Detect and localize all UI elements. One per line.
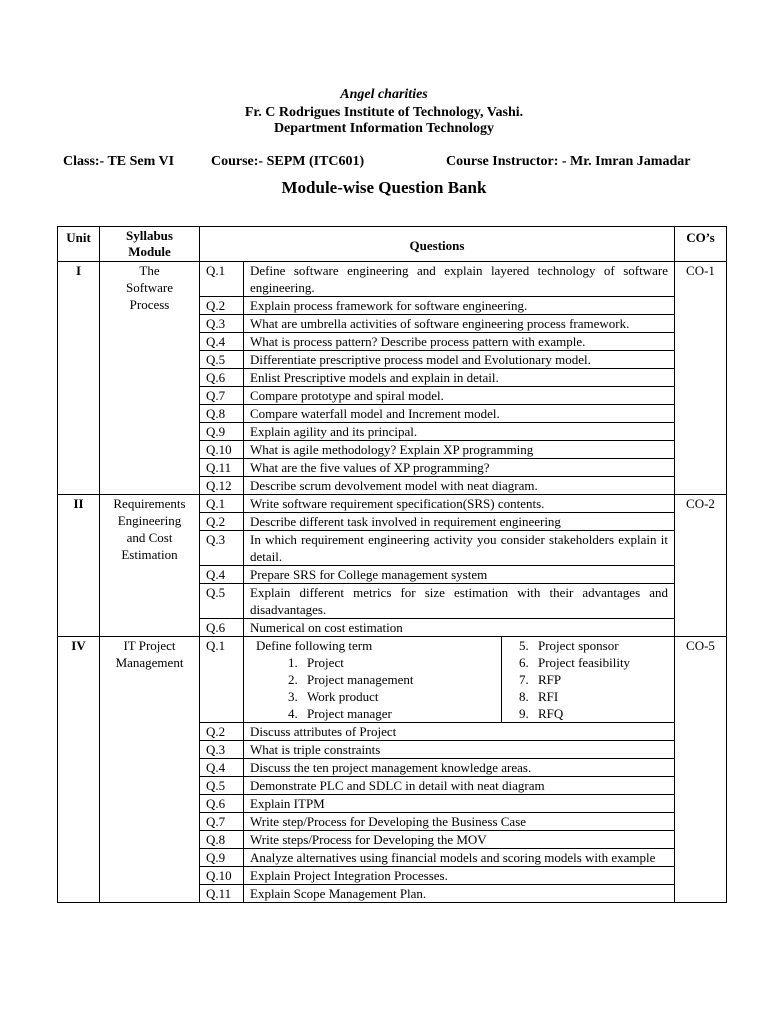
syllabus-module: Requirements Engineering and Cost Estimation: [100, 495, 200, 637]
question-number: Q.2: [200, 723, 244, 741]
question-number: Q.3: [200, 531, 244, 566]
question-text: Compare prototype and spiral model.: [244, 387, 675, 405]
questions-header: Questions: [200, 227, 675, 262]
question-number: Q.6: [200, 369, 244, 387]
question-text: In which requirement engineering activity you consider stakeholders explain it detail.: [244, 531, 675, 566]
term-item: 2. Project management: [301, 671, 495, 688]
question-text: What is triple constraints: [244, 741, 675, 759]
question-text: Explain ITPM: [244, 795, 675, 813]
cos-header: CO’s: [675, 227, 727, 262]
unit-header: Unit: [58, 227, 100, 262]
question-text: Write step/Process for Developing the Business Case: [244, 813, 675, 831]
question-number: Q.1: [200, 262, 244, 297]
question-number: Q.2: [200, 513, 244, 531]
question-number: Q.1: [200, 495, 244, 513]
question-text: Explain agility and its principal.: [244, 423, 675, 441]
question-number: Q.12: [200, 477, 244, 495]
organization-name: Angel charities: [340, 87, 428, 102]
unit-number: IV: [58, 637, 100, 903]
question-text: Explain Project Integration Processes.: [244, 867, 675, 885]
question-number: Q.9: [200, 849, 244, 867]
question-text: Define software engineering and explain layered technology of software engineering.: [244, 262, 675, 297]
question-number: Q.4: [200, 566, 244, 584]
question-text: Compare waterfall model and Increment model.: [244, 405, 675, 423]
question-text: Discuss the ten project management knowledge areas.: [244, 759, 675, 777]
term-item: 4. Project manager: [301, 705, 495, 722]
question-number: Q.4: [200, 333, 244, 351]
term-item: 9. RFQ: [532, 705, 668, 722]
question-text: Explain Scope Management Plan.: [244, 885, 675, 903]
question-number: Q.10: [200, 867, 244, 885]
question-number: Q.9: [200, 423, 244, 441]
question-number: Q.3: [200, 741, 244, 759]
question-text: What is agile methodology? Explain XP programming: [244, 441, 675, 459]
course-outcome: CO-1: [675, 262, 727, 495]
question-number: Q.6: [200, 795, 244, 813]
question-text: Differentiate prescriptive process model and Evolutionary model.: [244, 351, 675, 369]
question-text: Describe scrum devolvement model with neat diagram.: [244, 477, 675, 495]
unit-number: II: [58, 495, 100, 637]
question-number: Q.1: [200, 637, 244, 723]
term-item: 6. Project feasibility: [532, 654, 668, 671]
question-text: Enlist Prescriptive models and explain in detail.: [244, 369, 675, 387]
question-number: Q.5: [200, 777, 244, 795]
course-label: Course:- SEPM (ITC601): [211, 154, 365, 169]
question-text: What are umbrella activities of software engineering process framework.: [244, 315, 675, 333]
syllabus-module-header: Syllabus Module: [100, 227, 200, 262]
question-number: Q.7: [200, 813, 244, 831]
define-terms-question: [244, 637, 675, 723]
class-label: Class:- TE Sem VI: [63, 154, 175, 169]
table-row: [58, 495, 727, 513]
instructor-label: Course Instructor: - Mr. Imran Jamadar: [446, 154, 691, 169]
question-text: Explain different metrics for size estimation with their advantages and disadvantages.: [244, 584, 675, 619]
question-number: Q.3: [200, 315, 244, 333]
term-item: 7. RFP: [532, 671, 668, 688]
page-title: Module-wise Question Bank: [281, 178, 487, 197]
question-text: Explain process framework for software engineering.: [244, 297, 675, 315]
question-number: Q.8: [200, 831, 244, 849]
question-text: What are the five values of XP programming?: [244, 459, 675, 477]
term-item: 3. Work product: [301, 688, 495, 705]
question-bank-table: [57, 226, 727, 903]
question-text: Write steps/Process for Developing the MOV: [244, 831, 675, 849]
term-item: 5. Project sponsor: [532, 637, 668, 654]
question-text: Describe different task involved in requirement engineering: [244, 513, 675, 531]
question-number: Q.11: [200, 885, 244, 903]
question-text: What is process pattern? Describe process pattern with example.: [244, 333, 675, 351]
department-name: Department Information Technology: [273, 121, 495, 136]
syllabus-module: IT Project Management: [100, 637, 200, 903]
question-number: Q.10: [200, 441, 244, 459]
institute-name: Fr. C Rodrigues Institute of Technology, Vashi.: [244, 105, 524, 120]
table-row: [58, 262, 727, 297]
question-text: Numerical on cost estimation: [244, 619, 675, 637]
question-text: Discuss attributes of Project: [244, 723, 675, 741]
question-number: Q.4: [200, 759, 244, 777]
question-number: Q.11: [200, 459, 244, 477]
question-number: Q.7: [200, 387, 244, 405]
question-text: Prepare SRS for College management system: [244, 566, 675, 584]
unit-number: I: [58, 262, 100, 495]
question-number: Q.5: [200, 584, 244, 619]
question-text: Define following term: [256, 638, 373, 653]
course-outcome: CO-2: [675, 495, 727, 637]
question-text: Analyze alternatives using financial models and scoring models with example: [244, 849, 675, 867]
table-row: [58, 637, 727, 723]
term-item: 8. RFI: [532, 688, 668, 705]
term-item: 1. Project: [301, 654, 495, 671]
question-number: Q.5: [200, 351, 244, 369]
question-number: Q.8: [200, 405, 244, 423]
question-text: Write software requirement specification(SRS) contents.: [244, 495, 675, 513]
question-text: Demonstrate PLC and SDLC in detail with neat diagram: [244, 777, 675, 795]
table-header-row: [58, 227, 727, 262]
course-outcome: CO-5: [675, 637, 727, 903]
syllabus-module: The Software Process: [100, 262, 200, 495]
question-number: Q.2: [200, 297, 244, 315]
question-number: Q.6: [200, 619, 244, 637]
